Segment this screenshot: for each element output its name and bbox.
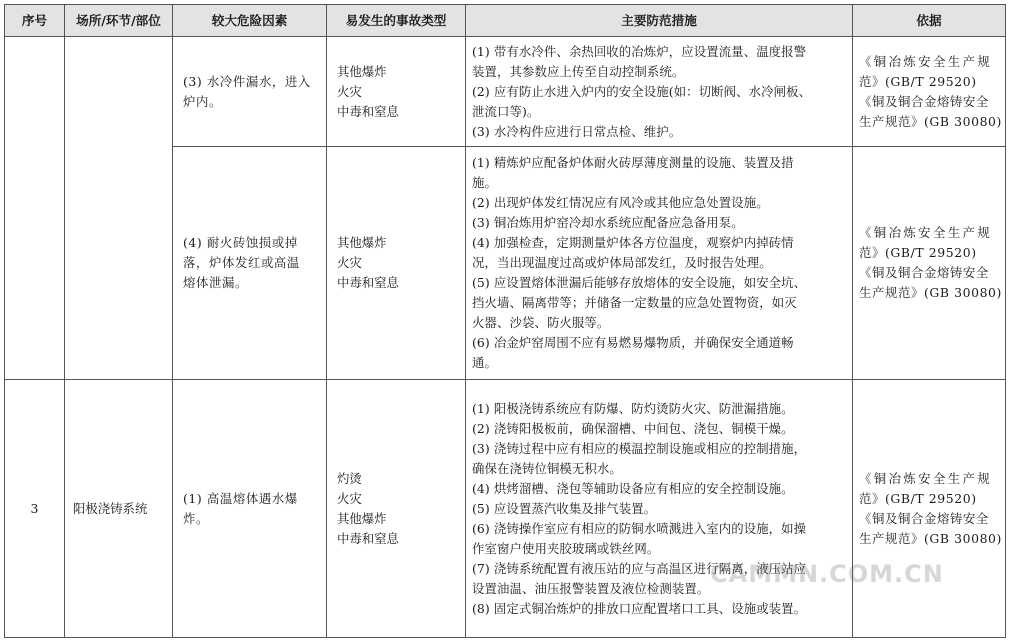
table-row [5, 37, 1006, 147]
header-measures: 主要防范措施 [466, 5, 853, 37]
factor-line: 炉内。 [183, 93, 222, 109]
measure-line: (7) 浇铸系统配置有液压站的应与高温区进行隔离，液压站应 [472, 560, 807, 576]
measure-line: 确保在浇铸位铜模无积水。 [472, 460, 622, 476]
measure-line: (6) 冶金炉窑周围不应有易燃易爆物质，并确保安全通道畅 [472, 335, 794, 350]
accident-type: 火灾 [337, 490, 362, 506]
accident-type: 中毒和窒息 [337, 275, 399, 290]
factor-cell [173, 380, 327, 638]
basis-cell [853, 380, 1006, 638]
measure-line: (2) 浇铸阳极板前，确保溜槽、中间包、浇包、铜模干燥。 [472, 420, 794, 436]
measure-line: (8) 固定式铜冶炼炉的排放口应配置堵口工具、设施或装置。 [472, 600, 807, 616]
place-cell [65, 37, 173, 380]
accident-type-cell [327, 380, 466, 638]
header-row [5, 5, 1006, 37]
basis-line: 《铜及铜合金熔铸安全 [859, 265, 989, 280]
accident-type: 火灾 [337, 255, 362, 270]
factor-cell [173, 147, 327, 380]
measure-line: 装置，其参数应上传至自动控制系统。 [472, 63, 685, 79]
factor-line: (3) 水冷件漏水，进入 [183, 73, 311, 89]
header-seq: 序号 [5, 5, 65, 37]
factor-line: 熔体泄漏。 [183, 275, 248, 290]
basis-cell [853, 37, 1006, 147]
measure-line: (2) 出现炉体发红情况应有风冷或其他应急处置设施。 [472, 195, 769, 210]
place-cell: 阳极浇铸系统 [65, 380, 173, 638]
measures-cell [466, 147, 853, 380]
measures-cell [466, 37, 853, 147]
accident-type: 中毒和窒息 [337, 103, 399, 119]
accident-type: 火灾 [337, 83, 362, 99]
accident-type-cell [327, 147, 466, 380]
header-accident-type: 易发生的事故类型 [327, 5, 466, 37]
basis-cell [853, 147, 1006, 380]
basis-line: 《铜及铜合金熔铸安全 [859, 93, 989, 109]
measure-line: (1) 阳极浇铸系统应有防爆、防灼烫防火灾、防泄漏措施。 [472, 400, 794, 416]
factor-line: 落，炉体发红或高温 [183, 255, 300, 270]
watermark: CAMMN.COM.CN [710, 560, 944, 588]
factor-line: (4) 耐火砖蚀损或掉 [183, 235, 298, 250]
accident-type: 其他爆炸 [337, 235, 387, 250]
accident-type-cell [327, 37, 466, 147]
measures-cell [466, 380, 853, 638]
basis-line: 《铜冶炼安全生产规 [859, 470, 993, 486]
hazard-table [4, 4, 1006, 638]
measure-line: (1) 精炼炉应配备炉体耐火砖厚薄度测量的设施、装置及措 [472, 155, 794, 170]
measure-line: (3) 水冷构件应进行日常点检、维护。 [472, 123, 682, 139]
accident-type: 其他爆炸 [337, 63, 387, 79]
basis-line: 《铜及铜合金熔铸安全 [859, 510, 989, 526]
measure-line: 泄流口等)。 [472, 103, 540, 119]
factor-cell [173, 37, 327, 147]
basis-line: 生产规范》(GB 30080) [859, 285, 1002, 300]
table-row [5, 380, 1006, 638]
basis-line: 生产规范》(GB 30080) [859, 113, 1002, 129]
basis-line: 范》(GB/T 29520) [859, 73, 977, 89]
measure-line: (6) 浇铸操作室应有相应的防铜水喷溅进入室内的设施，如操 [472, 520, 807, 536]
basis-line: 范》(GB/T 29520) [859, 245, 977, 260]
measure-line: 作室窗户使用夹胶玻璃或铁丝网。 [472, 540, 660, 556]
basis-line: 生产规范》(GB 30080) [859, 530, 1002, 546]
measure-line: 挡火墙、隔离带等；并储备一定数量的应急处置物资，如灭 [472, 295, 797, 310]
measure-line: (4) 烘烤溜槽、浇包等辅助设备应有相应的安全控制设施。 [472, 480, 794, 496]
measure-line: (5) 应设置蒸汽收集及排气装置。 [472, 500, 657, 516]
measure-line: 施。 [472, 175, 497, 190]
accident-type: 灼烫 [337, 470, 362, 486]
factor-line: 炸。 [183, 510, 209, 526]
measure-line: (2) 应有防止水进入炉内的安全设施(如：切断阀、水冷闸板、 [472, 83, 812, 99]
measure-line: 火器、沙袋、防火服等。 [472, 315, 610, 330]
measure-line: (3) 浇铸过程中应有相应的模温控制设施或相应的控制措施， [472, 440, 807, 456]
measure-line: (5) 应设置熔体泄漏后能够存放熔体的安全设施，如安全坑、 [472, 275, 807, 290]
basis-line: 范》(GB/T 29520) [859, 490, 977, 506]
header-place: 场所/环节/部位 [65, 5, 173, 37]
header-factor: 较大危险因素 [173, 5, 327, 37]
seq-cell [5, 37, 65, 380]
measure-line: 况，当出现温度过高或炉体局部发红，及时报告处理。 [472, 255, 772, 270]
measure-line: 通。 [472, 355, 497, 370]
header-basis: 依据 [853, 5, 1006, 37]
measure-line: (4) 加强检查，定期测量炉体各方位温度，观察炉内掉砖情 [472, 235, 794, 250]
measure-line: (3) 铜冶炼用炉窑冷却水系统应配备应急备用泵。 [472, 215, 744, 230]
measure-line: 设置油温、油压报警装置及液位检测装置。 [472, 580, 710, 596]
accident-type: 其他爆炸 [337, 510, 387, 526]
accident-type: 中毒和窒息 [337, 530, 399, 546]
basis-line: 《铜冶炼安全生产规 [859, 53, 993, 69]
seq-cell: 3 [5, 380, 65, 638]
factor-line: (1) 高温熔体遇水爆 [183, 490, 298, 506]
basis-line: 《铜冶炼安全生产规 [859, 225, 993, 240]
measure-line: (1) 带有水冷件、余热回收的冶炼炉，应设置流量、温度报警 [472, 43, 807, 59]
